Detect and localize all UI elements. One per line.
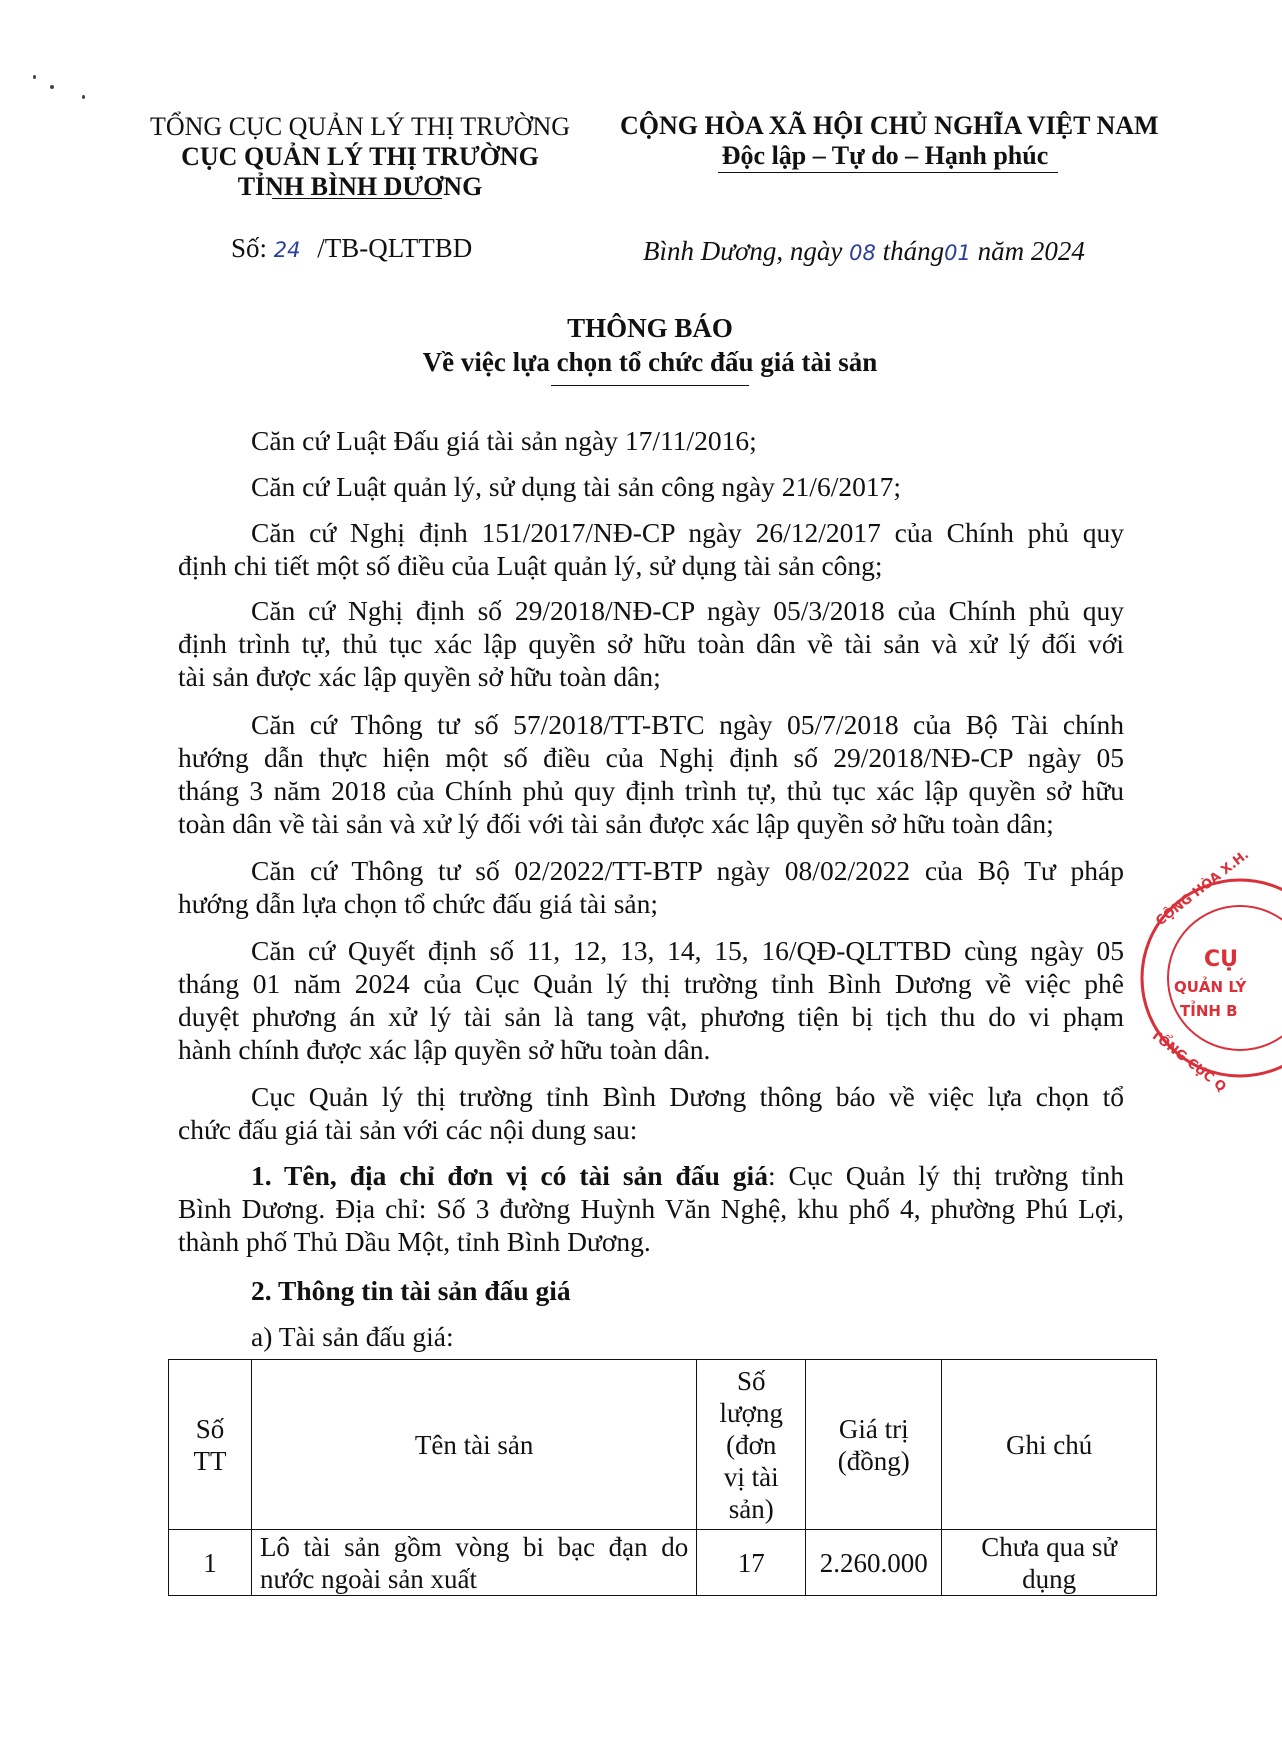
seal-center-line3: TỈNH B [1180, 1002, 1238, 1020]
table-header-row [169, 1360, 1157, 1530]
document-title: THÔNG BÁO [567, 313, 733, 343]
legal-basis-2 [178, 470, 1124, 503]
header-right-underline [718, 172, 1058, 173]
paragraph-line: Căn cứ Nghị định 151/2017/NĐ-CP ngày 26/12/2017 của Chính phủ quy [251, 517, 1124, 548]
paragraph-line: hướng dẫn thực hiện một số điều của Nghị định số 29/2018/NĐ-CP ngày 05 [178, 742, 1124, 773]
paragraph-line: tài sản được xác lập quyền sở hữu toàn dân; [178, 661, 661, 692]
header-text: Số [195, 1413, 225, 1444]
seal-arc-bottom: TỔNG CỤC Q [1147, 1027, 1229, 1096]
paragraph-line: Căn cứ Nghị định số 29/2018/NĐ-CP ngày 05/3/2018 của Chính phủ quy [251, 595, 1124, 626]
section-2a-label [178, 1320, 1124, 1353]
national-motto: Độc lập – Tự do – Hạnh phúc [721, 141, 1049, 170]
paragraph-line: hành chính được xác lập quyền sở hữu toàn dân. [178, 1034, 711, 1065]
paragraph-line: a) Tài sản đấu giá: [251, 1321, 454, 1352]
paragraph-line: Căn cứ Luật Đấu giá tài sản ngày 17/11/2016; [251, 425, 757, 456]
date-place-label: Bình Dương, ngày [643, 236, 843, 266]
notice-intro [178, 1080, 1124, 1146]
paragraph-line: Cục Quản lý thị trường tỉnh Bình Dương thông báo về việc lựa chọn tổ [251, 1081, 1124, 1112]
date-year: năm 2024 [977, 236, 1085, 266]
paragraph-line: chức đấu giá tài sản với các nội dung sau: [178, 1114, 638, 1145]
subtitle-underline [551, 385, 749, 386]
country-name: CỘNG HÒA XÃ HỘI CHỦ NGHĨA VIỆT NAM [620, 111, 1159, 140]
paragraph-line: hướng dẫn lựa chọn tổ chức đấu giá tài sản; [178, 888, 659, 919]
paragraph-line: Căn cứ Thông tư số 57/2018/TT-BTC ngày 05/7/2018 của Bộ Tài chính [251, 709, 1124, 740]
header-text: TT [193, 1445, 227, 1476]
header-text: lượng [719, 1397, 783, 1428]
scan-speck [33, 75, 36, 79]
cell-note [942, 1530, 1157, 1596]
official-seal [1132, 847, 1282, 1096]
cell-text: Chưa qua sử [981, 1531, 1117, 1562]
table-row [169, 1530, 1157, 1596]
paragraph-line: định chi tiết một số điều của Luật quản lý, sử dụng tài sản công; [178, 550, 883, 581]
scan-speck [82, 95, 85, 99]
header-note: Ghi chú [942, 1360, 1157, 1530]
cell-text: nước ngoài sản xuất [259, 1563, 478, 1594]
header-text: vị tài [723, 1461, 779, 1492]
legal-basis-4 [178, 594, 1124, 693]
legal-basis-1 [178, 424, 1124, 457]
cell-text: Lô tài sản gồm vòng bi bạc đạn do [259, 1531, 689, 1562]
scan-speck [50, 85, 54, 89]
paragraph-line: tháng 3 năm 2018 của Chính phủ quy định trình tự, thủ tục xác lập quyền sở hữu [178, 775, 1124, 806]
cell-value: 2.260.000 [806, 1530, 942, 1596]
seal-center-line2: QUẢN LÝ [1174, 978, 1247, 996]
header-value [806, 1360, 942, 1530]
cell-asset-name [251, 1530, 696, 1596]
section-1 [178, 1159, 1124, 1258]
paragraph-line: Căn cứ Quyết định số 11, 12, 13, 14, 15, 16/QĐ-QLTTBD cùng ngày 05 [251, 935, 1124, 966]
header-left [150, 112, 570, 202]
issue-date [643, 235, 1085, 269]
legal-basis-3 [178, 516, 1124, 582]
document-subtitle: Về việc lựa chọn tổ chức đấu giá tài sản [422, 347, 878, 377]
reference-handwritten-number: 24 [273, 238, 301, 262]
header-asset-name: Tên tài sản [251, 1360, 696, 1530]
cell-stt: 1 [169, 1530, 252, 1596]
header-right [620, 111, 1159, 171]
department-name: CỤC QUẢN LÝ THỊ TRƯỜNG [181, 142, 539, 171]
paragraph-line: duyệt phương án xử lý tài sản là tang vật, phương tiện bị tịch thu do vi phạm [178, 1001, 1124, 1032]
legal-basis-5 [178, 708, 1124, 840]
header-text: sản) [728, 1493, 774, 1524]
paragraph-line: định trình tự, thủ tục xác lập quyền sở hữu toàn dân về tài sản và xử lý đối với [178, 628, 1124, 659]
section-1-heading: 1. Tên, địa chỉ đơn vị có tài sản đấu giá [251, 1160, 768, 1191]
paragraph-line: toàn dân về tài sản và xử lý đối với tài sản được xác lập quyền sở hữu toàn dân; [178, 808, 1054, 839]
paragraph-line [178, 1159, 1124, 1192]
paragraph-line: thành phố Thủ Dầu Một, tỉnh Bình Dương. [178, 1226, 651, 1257]
header-left-underline [272, 198, 442, 199]
asset-table [168, 1359, 1157, 1596]
cell-text: dụng [1022, 1563, 1077, 1594]
reference-prefix: Số: [231, 233, 268, 263]
reference-suffix: /TB-QLTTBD [317, 233, 473, 263]
paragraph-line: Bình Dương. Địa chỉ: Số 3 đường Huỳnh Văn Nghệ, khu phố 4, phường Phú Lợi, [178, 1193, 1124, 1224]
reference-number [231, 232, 472, 266]
ministry-name: TỔNG CỤC QUẢN LÝ THỊ TRƯỜNG [150, 112, 571, 141]
header-stt [169, 1360, 252, 1530]
legal-basis-6 [178, 854, 1124, 920]
paragraph-line: 2. Thông tin tài sản đấu giá [251, 1275, 571, 1306]
legal-basis-7 [178, 934, 1124, 1066]
header-text: Giá trị [838, 1413, 909, 1444]
header-text: (đơn [726, 1429, 777, 1460]
date-handwritten-day: 08 [849, 241, 876, 265]
seal-center-line1: CỤ [1204, 947, 1239, 972]
paragraph-line: Căn cứ Luật quản lý, sử dụng tài sản công ngày 21/6/2017; [251, 471, 901, 502]
header-text: (đồng) [837, 1445, 910, 1476]
paragraph-line: tháng 01 năm 2024 của Cục Quản lý thị trường tỉnh Bình Dương về việc phê [178, 968, 1124, 999]
date-handwritten-month: 01 [944, 241, 971, 265]
cell-quantity: 17 [697, 1530, 806, 1596]
province-name: TỈNH BÌNH DƯƠNG [237, 172, 483, 201]
header-text: Số [737, 1365, 766, 1396]
section-2-heading [178, 1274, 1124, 1307]
section-1-text: : Cục Quản lý thị trường tỉnh [767, 1160, 1125, 1191]
paragraph-line: Căn cứ Thông tư số 02/2022/TT-BTP ngày 08/02/2022 của Bộ Tư pháp [251, 855, 1124, 886]
date-month-label: tháng [882, 236, 945, 266]
seal-graphic [1132, 847, 1282, 1096]
seal-arc-top: CỘNG HÒA X.H. [1153, 847, 1253, 930]
header-quantity [697, 1360, 806, 1530]
